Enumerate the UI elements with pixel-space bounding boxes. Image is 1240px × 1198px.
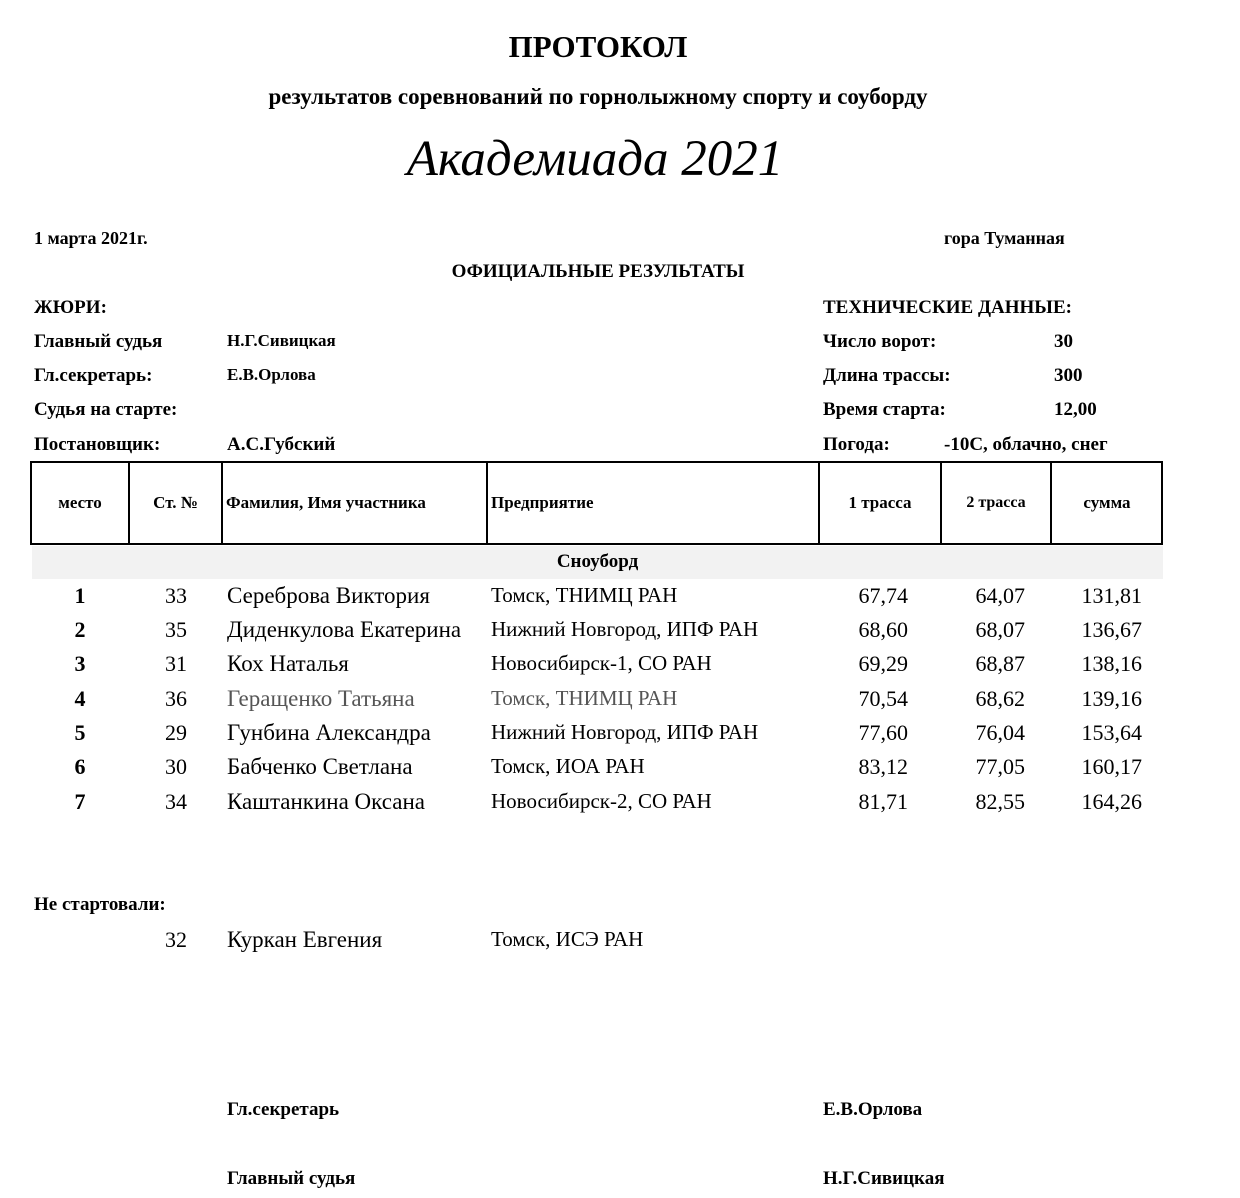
row-start-number: 31 [165, 651, 187, 676]
row-participant-name: Сереброва Виктория [227, 583, 430, 608]
row-sum: 164,26 [1081, 789, 1142, 814]
start-time-label: Время старта: [823, 399, 946, 420]
header-sum: сумма [1083, 493, 1131, 512]
row-run-2: 68,62 [975, 686, 1025, 711]
row-start-number: 36 [165, 686, 187, 711]
row-run-1: 70,54 [858, 686, 908, 711]
row-run-1: 81,71 [858, 789, 908, 814]
tech-data-heading: ТЕХНИЧЕСКИЕ ДАННЫЕ: [823, 297, 1072, 318]
document-title: ПРОТОКОЛ [508, 29, 688, 64]
row-run-1: 67,74 [858, 583, 908, 608]
table-row [0, 754, 1240, 788]
weather-value: -10С, облачно, снег [944, 434, 1108, 455]
row-sum: 131,81 [1081, 583, 1142, 608]
row-place: 6 [74, 754, 86, 779]
competition-location: гора Туманная [944, 228, 1065, 248]
row-place: 1 [74, 583, 86, 608]
row-organization: Новосибирск-2, СО РАН [491, 789, 712, 813]
row-place: 2 [74, 617, 86, 642]
header-organization: Предприятие [491, 493, 594, 512]
row-run-2: 68,87 [975, 651, 1025, 676]
table-row [0, 583, 1240, 617]
row-run-2: 82,55 [975, 789, 1025, 814]
row-place: 4 [74, 686, 86, 711]
row-start-number: 35 [165, 617, 187, 642]
header-participant-name: Фамилия, Имя участника [226, 493, 426, 512]
row-sum: 153,64 [1081, 720, 1142, 745]
gates-value: 30 [1054, 331, 1073, 352]
row-start-number: 33 [165, 583, 187, 608]
table-row [0, 617, 1240, 651]
row-organization: Томск, ИОА РАН [491, 754, 645, 778]
secretary-name: Е.В.Орлова [227, 365, 316, 384]
table-row [0, 789, 1240, 823]
row-run-1: 83,12 [858, 754, 908, 779]
row-participant-name: Каштанкина Оксана [227, 789, 425, 814]
row-sum: 139,16 [1081, 686, 1142, 711]
row-participant-name: Гунбина Александра [227, 720, 431, 745]
row-participant-name: Диденкулова Екатерина [227, 617, 462, 642]
row-sum: 138,16 [1081, 651, 1142, 676]
setter-name: А.С.Губский [227, 434, 336, 455]
row-participant-name: Кох Наталья [227, 651, 349, 676]
section-snowboard: Сноуборд [32, 546, 1163, 579]
signature-secretary-label: Гл.секретарь [227, 1099, 340, 1120]
competition-date: 1 марта 2021г. [34, 228, 148, 248]
jury-heading: ЖЮРИ: [34, 297, 107, 318]
dns-label: Не стартовали: [34, 894, 166, 915]
dns-start-number: 32 [165, 927, 187, 952]
row-place: 5 [74, 720, 86, 745]
setter-label: Постановщик: [34, 434, 161, 455]
column-divider [221, 463, 223, 543]
chief-judge-label: Главный судья [34, 331, 163, 352]
dns-participant-name: Куркан Евгения [227, 927, 383, 952]
row-place: 3 [74, 651, 86, 676]
chief-judge-name: Н.Г.Сивицкая [227, 331, 336, 350]
row-sum: 136,67 [1081, 617, 1142, 642]
start-judge-label: Судья на старте: [34, 399, 178, 420]
row-organization: Нижний Новгород, ИПФ РАН [491, 617, 759, 641]
header-run-1: 1 трасса [848, 493, 912, 512]
signature-chief-label: Главный судья [227, 1168, 356, 1189]
row-organization: Томск, ТНИМЦ РАН [491, 583, 678, 607]
row-organization: Томск, ТНИМЦ РАН [491, 686, 678, 710]
header-run-2: 2 трасса [966, 494, 1026, 511]
row-participant-name: Бабченко Светлана [227, 754, 413, 779]
column-divider [486, 463, 488, 543]
row-run-2: 68,07 [975, 617, 1025, 642]
row-start-number: 34 [165, 789, 187, 814]
table-row [0, 686, 1240, 720]
signature-secretary-name: Е.В.Орлова [823, 1099, 923, 1120]
row-run-1: 68,60 [858, 617, 908, 642]
event-name: Академиада 2021 [406, 131, 784, 187]
table-row [0, 720, 1240, 754]
secretary-label: Гл.секретарь: [34, 365, 153, 386]
course-length-label: Длина трассы: [823, 365, 951, 386]
row-start-number: 30 [165, 754, 187, 779]
row-start-number: 29 [165, 720, 187, 745]
row-organization: Нижний Новгород, ИПФ РАН [491, 720, 759, 744]
dns-organization: Томск, ИСЭ РАН [491, 927, 644, 951]
results-table-header [30, 461, 1163, 545]
row-run-2: 76,04 [975, 720, 1025, 745]
gates-label: Число ворот: [823, 331, 937, 352]
row-run-1: 69,29 [858, 651, 908, 676]
row-run-1: 77,60 [858, 720, 908, 745]
start-time-value: 12,00 [1054, 399, 1097, 420]
table-row [0, 651, 1240, 685]
header-place: место [58, 493, 102, 512]
row-run-2: 77,05 [975, 754, 1025, 779]
row-place: 7 [74, 789, 86, 814]
signature-chief-name: Н.Г.Сивицкая [823, 1168, 945, 1189]
weather-label: Погода: [823, 434, 890, 455]
row-participant-name: Геращенко Татьяна [227, 686, 415, 711]
header-start-number: Ст. № [153, 493, 198, 512]
official-results-heading: ОФИЦИАЛЬНЫЕ РЕЗУЛЬТАТЫ [451, 261, 745, 282]
row-run-2: 64,07 [975, 583, 1025, 608]
document-subtitle: результатов соревнований по горнолыжному спорту и соуборду [268, 84, 928, 109]
row-organization: Новосибирск-1, СО РАН [491, 651, 712, 675]
row-sum: 160,17 [1081, 754, 1142, 779]
course-length-value: 300 [1054, 365, 1083, 386]
dns-row [0, 927, 1240, 961]
